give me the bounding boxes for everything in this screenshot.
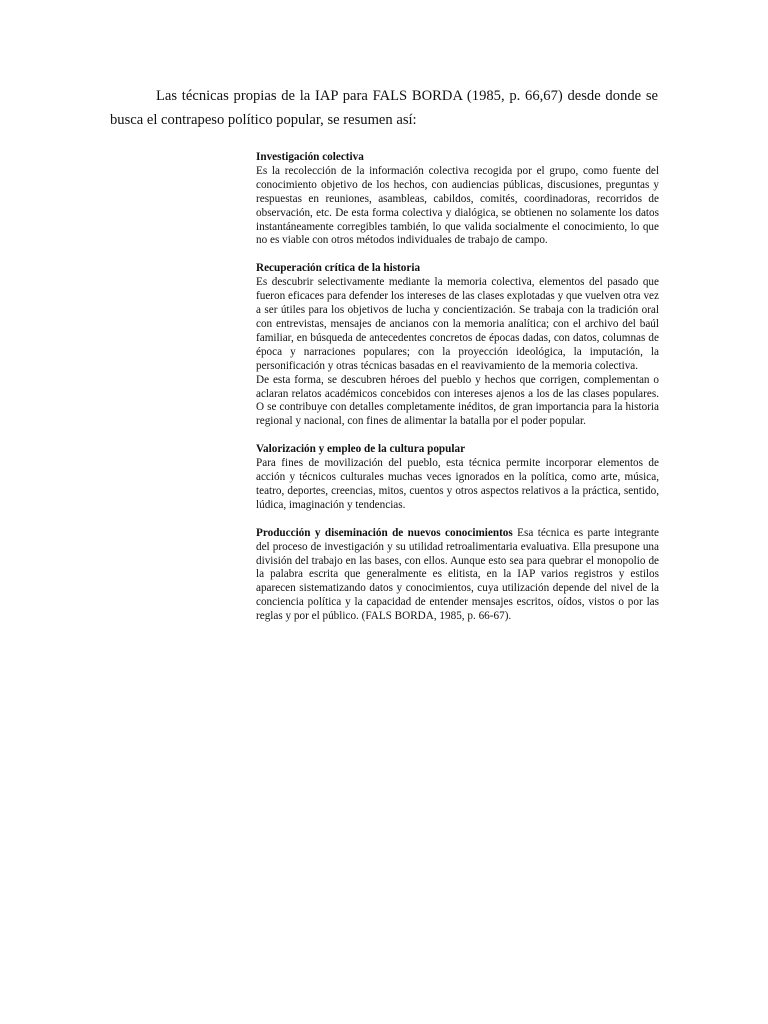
intro-paragraph: Las técnicas propias de la IAP para FALS BORDA (1985, p. 66,67) desde donde se busca el contrapeso político popular, se resumen así: — [110, 88, 658, 128]
section-produccion-diseminacion — [256, 527, 659, 624]
section-paragraph-with-inline-heading — [256, 527, 659, 624]
section-paragraph: De esta forma, se descubren héroes del pueblo y hechos que corrigen, complementan o aclaran relatos académicos concebidos con intereses ajenos a los de las clases populares. O se contribuye con detalles completamente inéditos, de gran importancia para la historia regional y nacional, con fines de alimentar la batalla por el poder popular. — [256, 373, 659, 428]
quoted-block — [256, 151, 659, 638]
section-heading: Valorización y empleo de la cultura popular — [256, 443, 466, 456]
section-paragraph: Es la recolección de la información colectiva recogida por el grupo, como fuente del conocimiento objetivo de los hechos, con audiencias públicas, discusiones, preguntas y respuestas en reuniones, asambleas, cabildos, comités, coordinadoras, recorridos de observación, etc. De esta forma colectiva y dialógica, se obtienen no solamente los datos instantáneamente corregibles también, lo que valida socialmente el conocimiento, lo que no es viable con otros métodos individuales de trabajo de campo. — [256, 164, 659, 247]
section-paragraph-text: Esa técnica es parte integrante del proceso de investigación y su utilidad retroalimentaria evaluativa. Ella presupone una división del trabajo en las bases, con ellos. Aunque esto sea para quebrar el monopolio de la palabra escrita que generalmente es elitista, en la IAP varios registros y estilos aparecen sistematizando datos y conocimientos, cuya utilización depende del nivel de la conciencia política y la capacidad de entender mensajes escritos, oídos, vistos o por las reglas y por el público. (FALS BORDA, 1985, p. 66-67). — [256, 526, 659, 623]
section-heading: Producción y diseminación de nuevos conocimientos — [256, 526, 513, 539]
section-valorizacion-cultura — [256, 443, 659, 513]
section-heading: Investigación colectiva — [256, 151, 364, 163]
section-heading: Recuperación crítica de la historia — [256, 262, 421, 275]
section-investigacion-colectiva — [256, 151, 659, 248]
section-paragraph: Es descubrir selectivamente mediante la memoria colectiva, elementos del pasado que fueron eficaces para defender los intereses de las clases explotadas y que vuelven otra vez a ser útiles para los objetivos de lucha y concientización. Se trabaja con la tradición oral con entrevistas, mensajes de ancianos con la memoria analítica; con el archivo del baúl familiar, en búsqueda de antecedentes concretos de épocas dadas, con datos, columnas de época y narraciones populares; con la proyección ideológica, la imputación, la personificación y otras técnicas basadas en el reavivamiento de la memoria colectiva. — [256, 276, 659, 372]
section-paragraph: Para fines de movilización del pueblo, esta técnica permite incorporar elementos de acción y técnicos culturales muchas veces ignorados en la política, como arte, música, teatro, deportes, creencias, mitos, cuentos y otros aspectos relativos a la práctica, sentido, lúdica, imaginación y tendencias. — [256, 457, 659, 511]
section-recuperacion-critica — [256, 262, 659, 429]
